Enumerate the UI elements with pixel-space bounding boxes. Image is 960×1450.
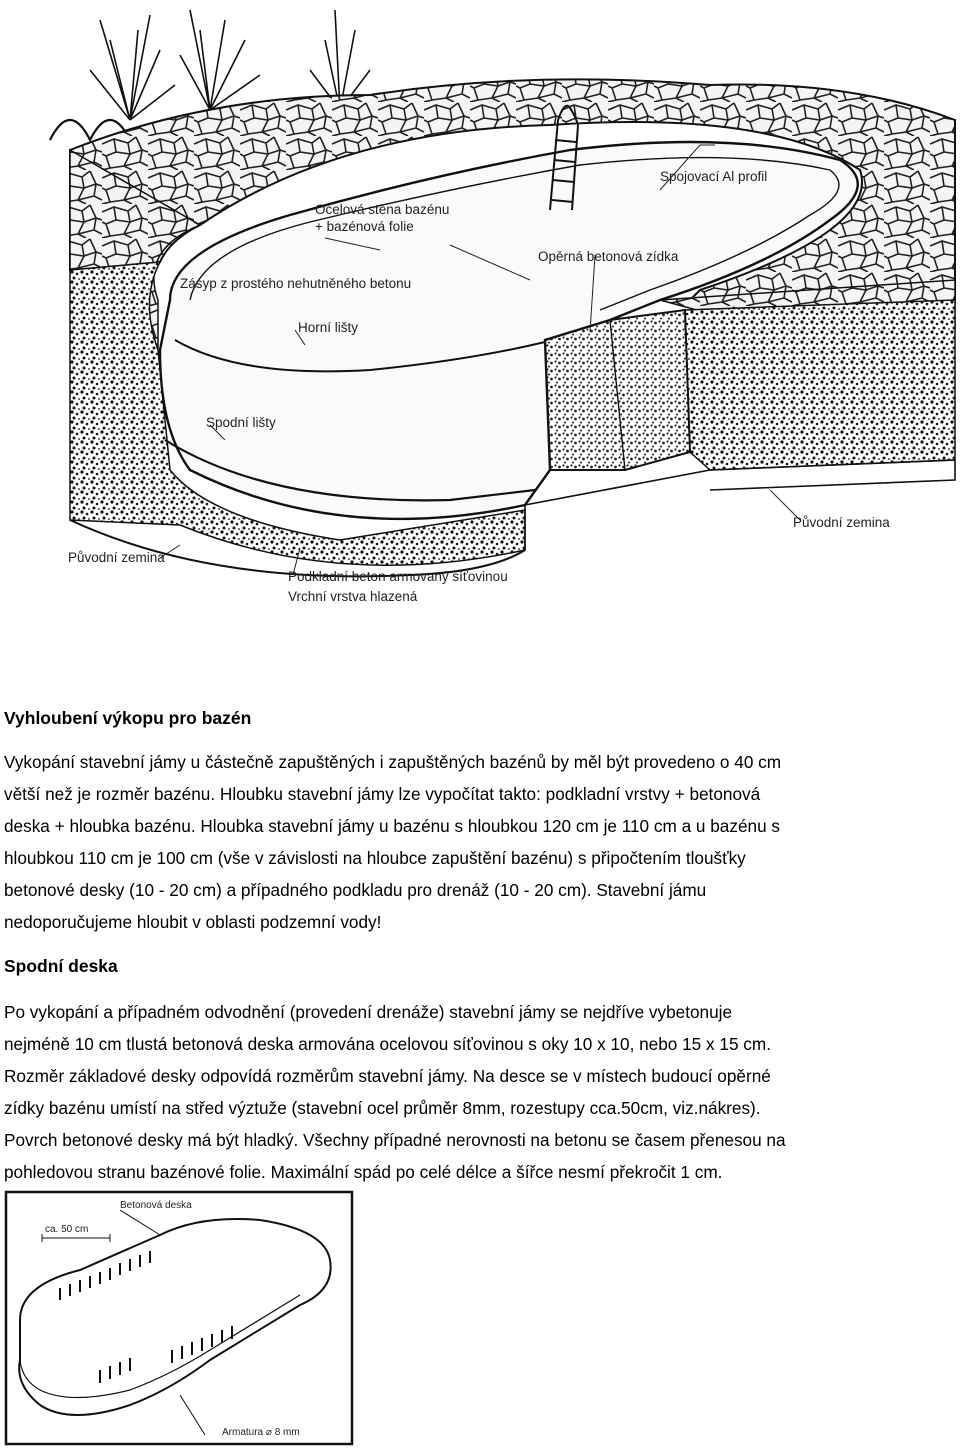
- label-concrete-slab: Betonová deska: [120, 1200, 192, 1211]
- pool-construction-illustration: [10, 0, 960, 672]
- label-backfill: Zásyp z prostého nehutněného betonu: [180, 276, 412, 291]
- paragraph-line: Po vykopání a případném odvodnění (provedení drenáže) stavební jámy se nejdříve vybetonuje: [4, 1002, 733, 1022]
- paragraph-line: větší než je rozměr bazénu. Hloubku stavební jámy lze vypočítat takto: podkladní vrstvy + betonová: [4, 784, 761, 804]
- paragraph-line: deska + hloubka bazénu. Hloubka stavební jámy u bazénu s hloubkou 120 cm je 110 cm a u bazénu s: [4, 816, 781, 836]
- paragraph-line: betonové desky (10 - 20 cm) a případného podkladu pro drenáž (10 - 20 cm). Stavební jámu: [4, 880, 707, 900]
- label-original-soil-right: Původní zemina: [793, 515, 890, 530]
- paragraph-line: pohledovou stranu bazénové folie. Maximální spád po celé délce a šířce nesmí překročit 1 cm.: [4, 1162, 723, 1182]
- paragraph-line: zídky bazénu umístí na střed výztuže (stavební ocel průměr 8mm, rozestupy cca.50cm, viz.nákres).: [4, 1098, 761, 1118]
- section-heading-excavation: Vyhloubení výkopu pro bazén: [4, 708, 252, 728]
- paragraph-line: Rozměr základové desky odpovídá rozměrům stavební jámy. Na desce se v místech budoucí opěrné: [4, 1066, 771, 1086]
- label-support-wall: Opěrná betonová zídka: [538, 249, 679, 264]
- paragraph-excavation: [4, 746, 954, 938]
- gravel-backfill-right: [685, 300, 955, 470]
- paragraph-line: nejméně 10 cm tlustá betonová deska armována ocelovou síťovinou s oky 10 x 10, nebo 15 x 15 cm.: [4, 1034, 771, 1054]
- label-top-layer: Vrchní vrstva hlazená: [288, 589, 418, 604]
- paragraph-line: hloubkou 110 cm je 100 cm (vše v závislosti na hloubce zapuštění bazénu) s připočtením tloušťky: [4, 848, 746, 868]
- label-rebar: Armatura ⌀ 8 mm: [222, 1427, 300, 1438]
- label-original-soil-left: Původní zemina: [68, 550, 165, 565]
- slab-rebar-drawing: [0, 1190, 358, 1448]
- label-al-profile: Spojovací Al profil: [660, 169, 768, 184]
- paragraph-line: Vykopání stavební jámy u částečně zapuštěných i zapuštěných bazénů by měl být provedeno o 40 cm: [4, 752, 782, 772]
- label-spacing: ca. 50 cm: [45, 1224, 89, 1235]
- paragraph-bottom-slab: [4, 996, 954, 1188]
- label-base-concrete: Podkladní beton armovaný síťovinou: [288, 569, 508, 584]
- label-bottom-rails: Spodní lišty: [206, 415, 276, 430]
- label-pool-foil: + bazénová folie: [315, 219, 414, 234]
- paragraph-line: nedoporučujeme hloubit v oblasti podzemní vody!: [4, 912, 382, 932]
- label-top-rails: Horní lišty: [298, 320, 359, 335]
- label-steel-wall: Ocelová stěna bazénu: [315, 202, 450, 217]
- section-heading-bottom-slab: Spodní deska: [4, 956, 118, 976]
- paragraph-line: Povrch betonové desky má být hladký. Všechny případné nerovnosti na betonu se časem přenesou na: [4, 1130, 786, 1150]
